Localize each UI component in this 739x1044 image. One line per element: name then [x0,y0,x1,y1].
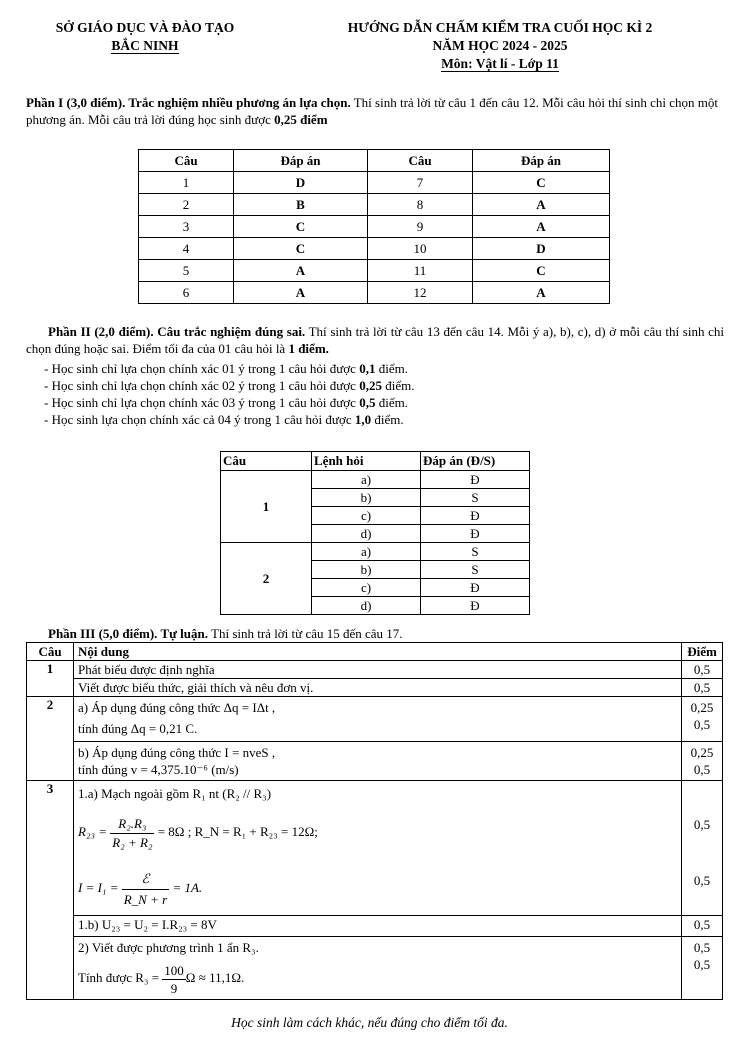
bullet-post: điểm. [381,378,415,393]
answer-cell: Đ [421,597,530,615]
answer-cell: S [421,561,530,579]
q2-b-scores [682,742,723,781]
answer-cell: A [473,194,610,216]
q1-score2: 0,5 [682,679,723,697]
question-number-cell: 7 [368,172,473,194]
bullet-item [44,394,704,411]
col-header: Câu [221,452,312,471]
q2-number: 2 [27,697,74,781]
q2-a-line2: tính đúng Δq = 0,21 C. [78,721,198,736]
question-number-cell: 6 [139,282,234,304]
school-year: NĂM HỌC 2024 - 2025 [432,38,568,53]
answer-cell: C [473,260,610,282]
q3-r23-formula [78,812,681,852]
answer-cell: A [234,282,368,304]
sub-item-cell: a) [312,471,421,489]
question-number-cell: 3 [139,216,234,238]
part1-text: Thí sinh trả lời từ câu 1 đến câu 12. Mỗi câu hỏi thí sinh chỉ chọn một phương án. Mỗi câu trả lời đúng học sinh được [26,95,718,127]
bullet-pre: - Học sinh chỉ lựa chọn chính xác 03 ý trong 1 câu hỏi được [44,395,360,410]
q2-b-score2: 0,5 [693,762,711,777]
part2-bullets [44,360,704,428]
q3-score-c2: 0,5 [693,957,711,972]
answer-cell: B [234,194,368,216]
part1-title: Phần I (3,0 điểm). Trắc nghiệm nhiều phương án lựa chọn. [26,95,351,110]
part1-answer-table [138,149,610,304]
question-number-cell: 9 [368,216,473,238]
sub-item-cell: a) [312,543,421,561]
answer-cell: Đ [421,579,530,597]
q2-a-score2: 0,5 [693,717,711,732]
r3-denominator: 9 [170,980,178,996]
q3-part-1a [74,781,682,916]
question-number-cell: 8 [368,194,473,216]
question-number-cell: 10 [368,238,473,260]
table-row [139,216,610,238]
q3-1a-scores [682,781,723,916]
answer-cell: Đ [421,471,530,489]
answer-cell: A [234,260,368,282]
q3-part-2 [74,937,682,1000]
bullet-item [44,411,704,428]
bullet-bold: 0,5 [359,395,376,410]
col-header: Nội dung [74,643,682,661]
i-fraction [122,869,169,910]
bullet-pre: - Học sinh chỉ lựa chọn chính xác 02 ý trong 1 câu hỏi được [44,378,360,393]
q1-line1: Phát biểu được định nghĩa [74,661,682,679]
bullet-item [44,360,704,377]
part1-intro [26,94,718,128]
q2-b-line1: b) Áp dụng đúng công thức I = nveS , [78,745,276,760]
answer-cell: S [421,489,530,507]
q3-2-scores [682,937,723,1000]
bullet-bold: 0,25 [359,378,382,393]
part2-intro [26,323,724,357]
r3-post: Ω ≈ 11,1Ω. [185,970,245,985]
answer-cell: A [473,282,610,304]
bullet-pre: - Học sinh chỉ lựa chọn chính xác 01 ý trong 1 câu hỏi được [44,361,360,376]
bullet-post: điểm. [375,361,408,376]
q3-number: 3 [27,781,74,1000]
q3-score-a1: 0,5 [693,817,711,832]
q1-line2: Viết được biểu thức, giải thích và nêu đơn vị. [74,679,682,697]
subject [300,56,700,72]
table-row [139,194,610,216]
sub-item-cell: c) [312,507,421,525]
part2-text: Thí sinh trả lời từ câu 13 đến câu 14. Mỗi ý a), b), c), d) ở mỗi câu thí sinh chỉ chọn đúng hoặc sai. Điểm tối đa của 01 câu hỏi là [26,324,724,356]
col-header: Câu [27,643,74,661]
r3-fraction [162,962,186,997]
q3-part-1b: 1.b) U₂₃ = U₂ = I.R₂₃ = 8V [74,916,682,937]
q1-score1: 0,5 [682,661,723,679]
bullet-item [44,377,704,394]
q1-number: 1 [27,661,74,697]
r23-denominator: R₂ + R₂ [112,834,153,850]
table-row [139,260,610,282]
sub-item-cell: b) [312,561,421,579]
q2-b-score1: 0,25 [690,745,714,760]
q3-current-formula [78,866,681,910]
question-number-cell: 2 [139,194,234,216]
table-row [139,238,610,260]
r3-pre: Tính được R₃ = [78,970,163,985]
table-row [221,471,530,489]
answer-cell: Đ [421,525,530,543]
table-row [221,543,530,561]
i-numerator: ℰ [122,869,169,890]
q3-score-c1: 0,5 [693,940,711,955]
col-header: Đáp án (Đ/S) [421,452,530,471]
col-header: Lệnh hỏi [312,452,421,471]
r23-fraction [110,815,154,852]
issuer-province [30,38,260,54]
question-number-cell: 11 [368,260,473,282]
answer-cell: Đ [421,507,530,525]
answer-cell: C [234,238,368,260]
answer-cell: S [421,543,530,561]
bullet-bold: 1,0 [354,412,372,427]
q3-1a-line: 1.a) Mạch ngoài gồm R₁ nt (R₂ // R₃) [78,786,272,801]
q2-part-b [74,742,682,781]
i-denominator: R_N + r [123,891,168,907]
sub-item-cell: d) [312,597,421,615]
q2-a-scores [682,697,723,742]
subject-text: Môn: Vật lí - Lớp 11 [441,56,559,71]
bullet-post: điểm. [375,395,408,410]
table-row [139,172,610,194]
question-number-cell: 1 [139,172,234,194]
issuer-name: SỞ GIÁO DỤC VÀ ĐÀO TẠO [55,20,235,35]
i-rhs: = 1A. [169,880,203,895]
part2-answer-table [220,451,530,615]
part3-grading-table [26,642,723,1000]
part3-title: Phần III (5,0 điểm). Tự luận. [48,626,208,641]
answer-cell: D [473,238,610,260]
part2-title: Phần II (2,0 điểm). Câu trắc nghiệm đúng sai. [48,324,306,339]
footer-note: Học sinh làm cách khác, nếu đúng cho điểm tối đa. [231,1015,508,1030]
part3-intro [48,626,708,641]
question-number-cell: 12 [368,282,473,304]
col-header: Điểm [682,643,723,661]
question-number-cell: 4 [139,238,234,260]
col-header: Đáp án [234,150,368,172]
doc-title: HƯỚNG DẪN CHẤM KIỂM TRA CUỐI HỌC KÌ 2 [347,20,653,35]
part3-text: Thí sinh trả lời từ câu 15 đến câu 17. [208,626,403,641]
part2-max-points: 1 điểm. [288,341,329,356]
q3-r3-result [78,960,681,996]
r23-rhs: = 8Ω ; R_N = R₁ + R₂₃ = 12Ω; [154,824,318,839]
col-header: Câu [368,150,473,172]
sub-item-cell: c) [312,579,421,597]
q3-2-line1: 2) Viết được phương trình 1 ẩn R₃. [78,940,259,955]
issuer-province-text: BẮC NINH [111,38,179,53]
q2-part-a [74,697,682,742]
r3-numerator: 100 [164,962,184,978]
question-number-cell: 2 [221,543,312,615]
sub-item-cell: d) [312,525,421,543]
q2-a-line1: a) Áp dụng đúng công thức Δq = IΔt , [78,700,276,715]
question-number-cell: 5 [139,260,234,282]
sub-item-cell: b) [312,489,421,507]
part1-points: 0,25 điểm [274,112,328,127]
answer-cell: D [234,172,368,194]
answer-cell: C [234,216,368,238]
r23-numerator: R₂.R₃ [110,815,154,834]
bullet-bold: 0,1 [359,361,376,376]
bullet-pre: - Học sinh lựa chọn chính xác cả 04 ý trong 1 câu hỏi được [44,412,355,427]
col-header: Đáp án [473,150,610,172]
r23-lhs: R₂₃ = [78,824,111,839]
q2-a-score1: 0,25 [690,700,714,715]
col-header: Câu [139,150,234,172]
question-number-cell: 1 [221,471,312,543]
table-row [139,282,610,304]
answer-cell: A [473,216,610,238]
q3-score-b: 0,5 [682,916,723,937]
answer-cell: C [473,172,610,194]
i-lhs: I = I₁ = [78,880,122,895]
q2-b-line2: tính đúng v = 4,375.10⁻⁶ (m/s) [78,762,239,777]
q3-score-a2: 0,5 [693,873,711,888]
bullet-post: điểm. [371,412,404,427]
